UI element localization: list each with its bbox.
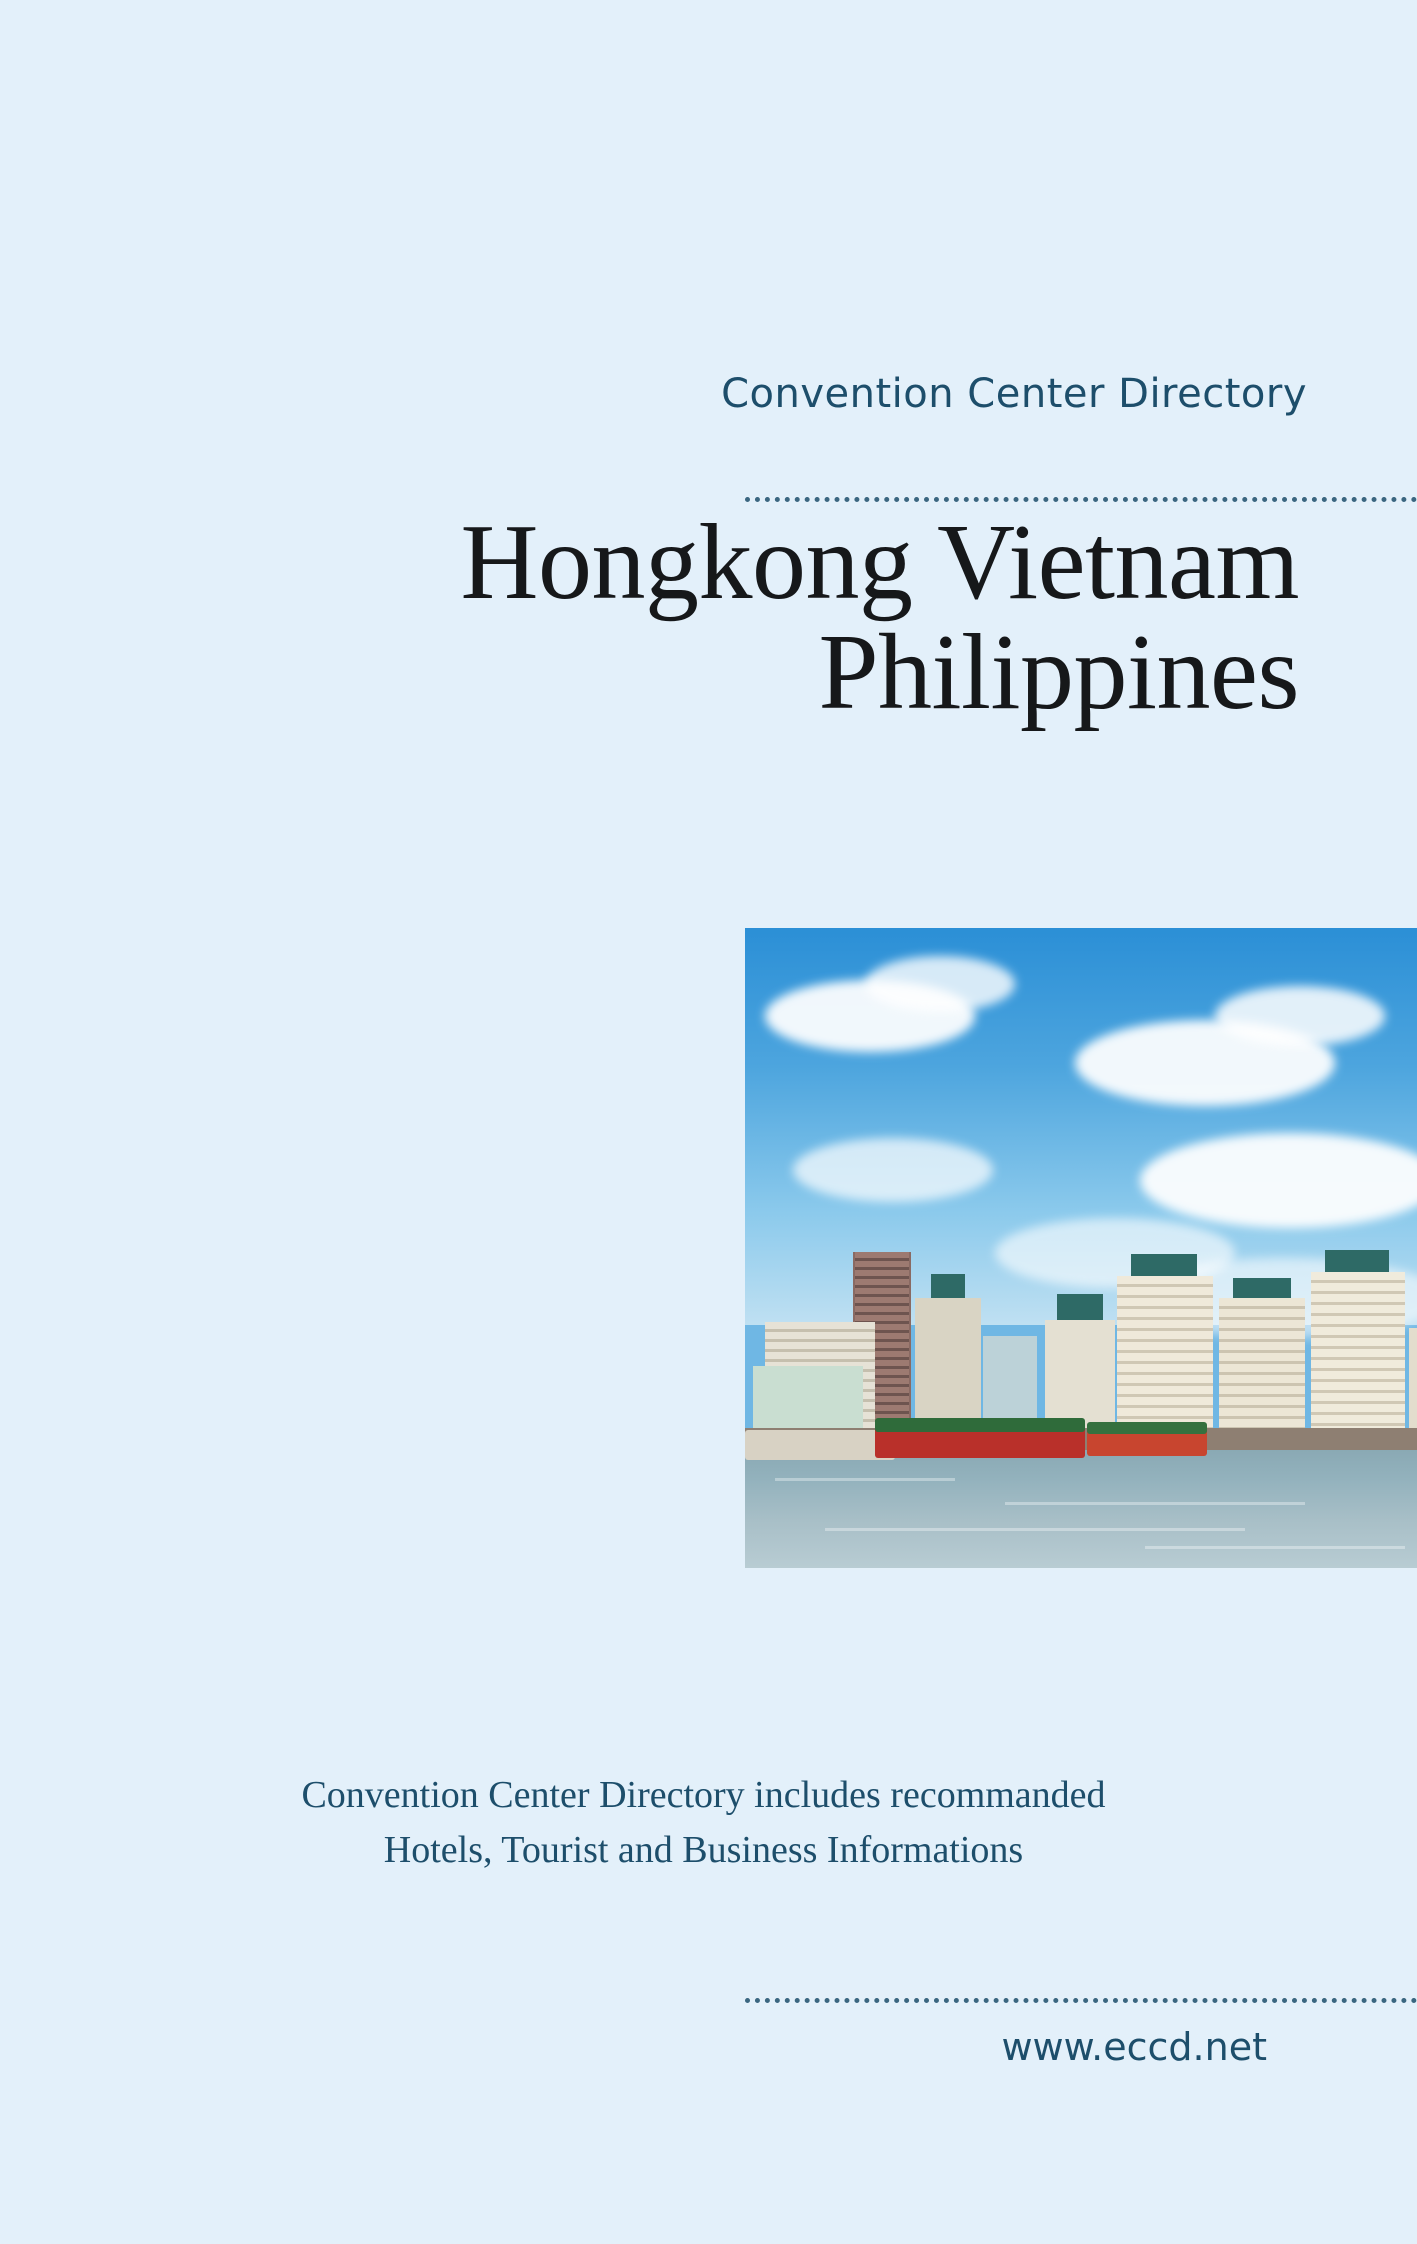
water-reflection [775, 1478, 955, 1481]
cover-photo [745, 928, 1417, 1568]
water-reflection [1005, 1502, 1305, 1505]
website-container [0, 2025, 1417, 2069]
cloud-shape [865, 956, 1015, 1012]
cloud-shape [1215, 986, 1385, 1046]
photo-water [745, 1450, 1417, 1568]
series-title-container [0, 370, 1417, 418]
water-reflection [825, 1528, 1245, 1531]
divider-bottom [745, 1998, 1417, 2007]
series-title: Convention Center Directory [721, 371, 1307, 417]
subtitle-line-2: Hotels, Tourist and Business Informations [383, 1829, 1024, 1872]
boat-shape [875, 1418, 1085, 1432]
building-roof-shape [1131, 1254, 1197, 1276]
main-title-container [0, 503, 1417, 733]
subtitle-container [0, 1768, 1417, 1878]
website-url: www.eccd.net [1001, 2025, 1267, 2069]
boat-shape [745, 1430, 895, 1460]
main-title-line-1: Hongkong Vietnam [460, 503, 1299, 622]
building-roof-shape [931, 1274, 965, 1298]
boat-shape [1087, 1422, 1207, 1434]
building-roof-shape [1057, 1294, 1103, 1320]
subtitle-line-1: Convention Center Directory includes recommanded [301, 1774, 1106, 1816]
water-reflection [1145, 1546, 1405, 1549]
building-shape [1219, 1298, 1305, 1448]
building-roof-shape [1233, 1278, 1291, 1298]
building-roof-shape [1325, 1250, 1389, 1272]
cloud-shape [793, 1138, 993, 1202]
main-title-line-2: Philippines [818, 613, 1299, 733]
building-shape [1311, 1272, 1405, 1448]
